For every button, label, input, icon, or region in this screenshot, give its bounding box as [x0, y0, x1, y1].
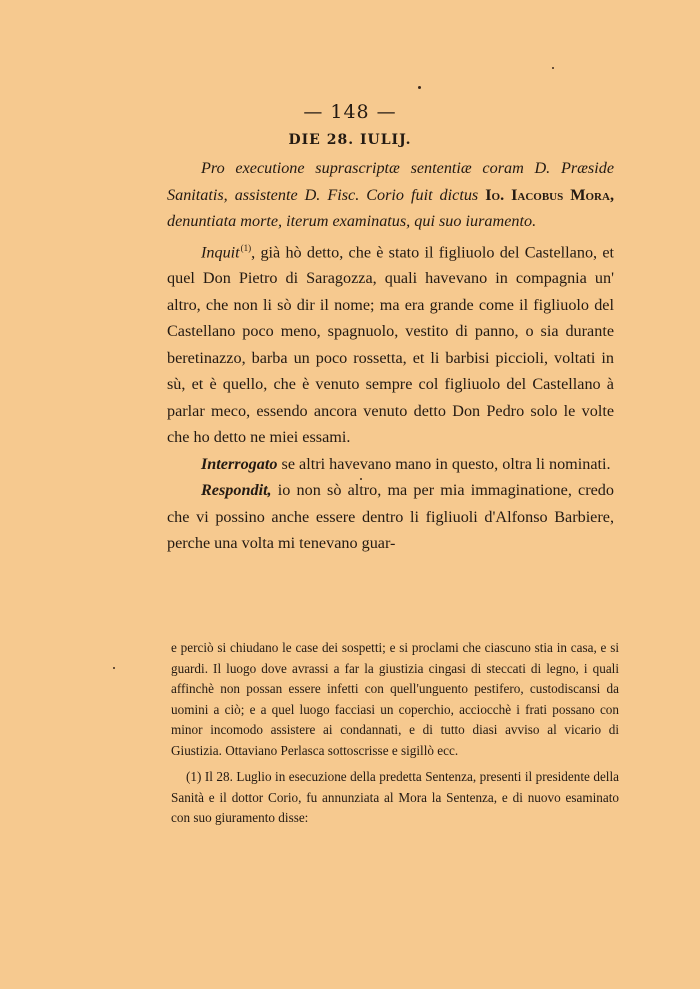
ink-speck [552, 67, 554, 69]
paragraph-inquit [167, 235, 614, 451]
intro-italic-a: Pro executione suprascriptæ sententiæ coram D. Præside Sanitatis, assistente D. Fisc. Corio fuit dictus [167, 159, 614, 204]
notes-section [171, 638, 619, 829]
respondit-text: io non sò altro, ma per mia immaginatione, credo che vi possino anche essere dentro li figliuoli d'Alfonso Barbiere, perche una volta mi tenevano guar- [167, 481, 614, 553]
interrogato-text: se altri havevano mano in questo, oltra li nominati. [277, 454, 611, 473]
paragraph-intro [167, 155, 614, 235]
interrogato-label: Interrogato [201, 454, 278, 473]
main-text [167, 155, 614, 557]
ink-speck [113, 667, 115, 669]
paragraph-interrogato [167, 451, 614, 478]
page-number: — 148 — [303, 101, 397, 123]
paragraph-respondit [167, 477, 614, 557]
inquit-label: Inquit [201, 242, 240, 261]
inquit-text: , già hò detto, che è stato il figliuolo del Castellano, et quel Don Pietro di Saragozza, quali havevano in compagnia un' altro, che non li sò dir il nome; ma era grande come il figliuolo del Castellano poco meno, spagnuolo, vestito di panno, o sia durante beretinazzo, barba un poco rossetta, et li barbisi piccioli, voltati in sù, et è quello, che è venuto sempre col figliuolo del Castellano à parlar meco, essendo ancora venuto detto Don Pedro solo le volte che ho detto ne miei essami. [167, 242, 614, 447]
notes-continuation: e perciò si chiudano le case dei sospetti; e si proclami che ciascuno stia in casa, e si guardi. Il luogo dove avrassi a far la giustizia cingasi di steccati di legno, i quali affinchè non possan essere infetti con quell'unguento pestifero, custodiscansi da uomini a ciò; e a quel luogo facciasi un coperchio, acciocchè i frati possano con minor incomodo assistere ai condannati, e di tutto diasi avviso al vicario di Giustizia. Ottaviano Perlasca sottoscrisse e sigillò ecc. [171, 640, 619, 758]
footnote-ref: (1) [240, 242, 252, 253]
person-name: Io. Iacobus Mora, [485, 185, 614, 204]
ink-speck [418, 86, 421, 89]
date-heading: DIE 28. IULIJ. [288, 132, 412, 148]
respondit-label: Respondit, [201, 481, 272, 500]
footnote-1: (1) Il 28. Luglio in esecuzione della predetta Sentenza, presenti il presidente della Sanità e il dottor Corio, fu annunziata al Mora la Sentenza, e di nuovo esaminato con suo giuramento disse: [171, 769, 619, 825]
intro-italic-b: denuntiata morte, iterum examinatus, qui suo iuramento. [167, 212, 537, 230]
